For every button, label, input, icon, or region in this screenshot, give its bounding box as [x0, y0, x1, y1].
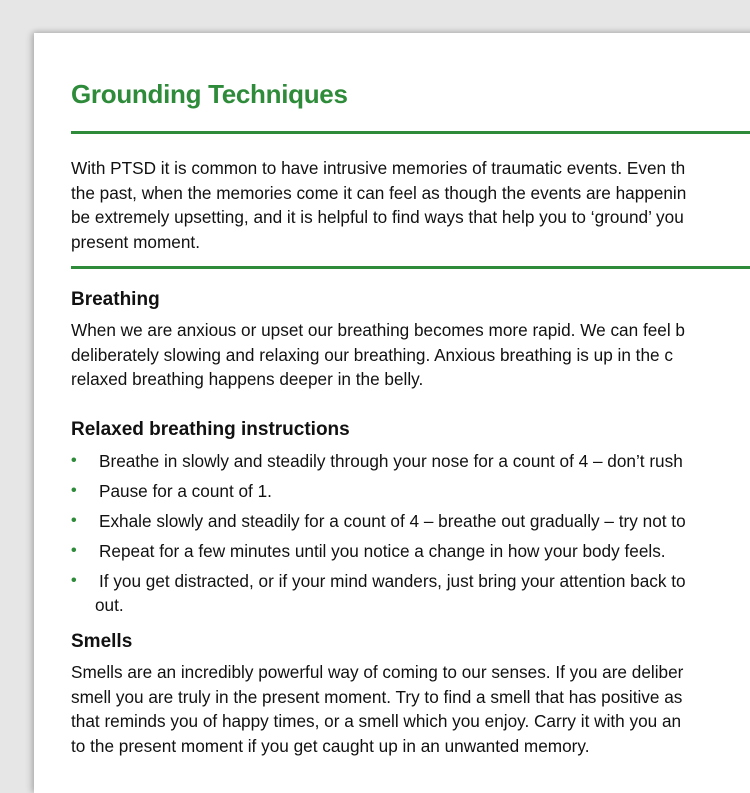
- breathing-line: When we are anxious or upset our breathing becomes more rapid. We can feel b: [71, 320, 685, 340]
- list-item-text: Repeat for a few minutes until you notice a change in how your body feels.: [99, 541, 666, 561]
- intro-divider: [71, 266, 750, 269]
- list-item-text: Pause for a count of 1.: [99, 481, 272, 501]
- smells-paragraph: [71, 660, 683, 758]
- breathing-paragraph: [71, 318, 685, 392]
- breathing-line: deliberately slowing and relaxing our breathing. Anxious breathing is up in the c: [71, 344, 673, 365]
- intro-line: be extremely upsetting, and it is helpful to find ways that help you to ‘ground’ you: [71, 207, 684, 227]
- intro-paragraph: [71, 156, 686, 254]
- list-item-text: Exhale slowly and steadily for a count of 4 – breathe out gradually – try not to: [99, 511, 686, 531]
- smells-heading: Smells: [71, 631, 133, 652]
- list-item-text: Breathe in slowly and steadily through your nose for a count of 4 – don’t rush: [99, 451, 683, 471]
- title-divider: [71, 131, 750, 134]
- bullet-icon: •: [71, 572, 77, 589]
- bullet-icon: •: [71, 482, 77, 499]
- bullet-icon: •: [71, 542, 77, 559]
- bullet-icon: •: [71, 512, 77, 529]
- intro-line: With PTSD it is common to have intrusive memories of traumatic events. Even th: [71, 158, 686, 178]
- relaxed-breathing-heading: Relaxed breathing instructions: [71, 419, 350, 440]
- breathing-heading: Breathing: [71, 289, 160, 310]
- smells-line: smell you are truly in the present moment. Try to find a smell that has positive as: [71, 686, 683, 707]
- list-item-continuation: out.: [95, 595, 124, 615]
- page-title: Grounding Techniques: [71, 79, 348, 109]
- bullet-icon: •: [71, 452, 77, 469]
- intro-line: present moment.: [71, 231, 200, 252]
- smells-line: that reminds you of happy times, or a smell which you enjoy. Carry it with you an: [71, 711, 682, 731]
- smells-line: to the present moment if you get caught up in an unwanted memory.: [71, 735, 590, 756]
- smells-line: Smells are an incredibly powerful way of coming to our senses. If you are deliber: [71, 662, 684, 682]
- list-item-text: If you get distracted, or if your mind wanders, just bring your attention back to: [99, 571, 686, 591]
- document-page: [34, 33, 750, 793]
- intro-line: the past, when the memories come it can feel as though the events are happenin: [71, 182, 687, 203]
- breathing-line: relaxed breathing happens deeper in the belly.: [71, 369, 424, 389]
